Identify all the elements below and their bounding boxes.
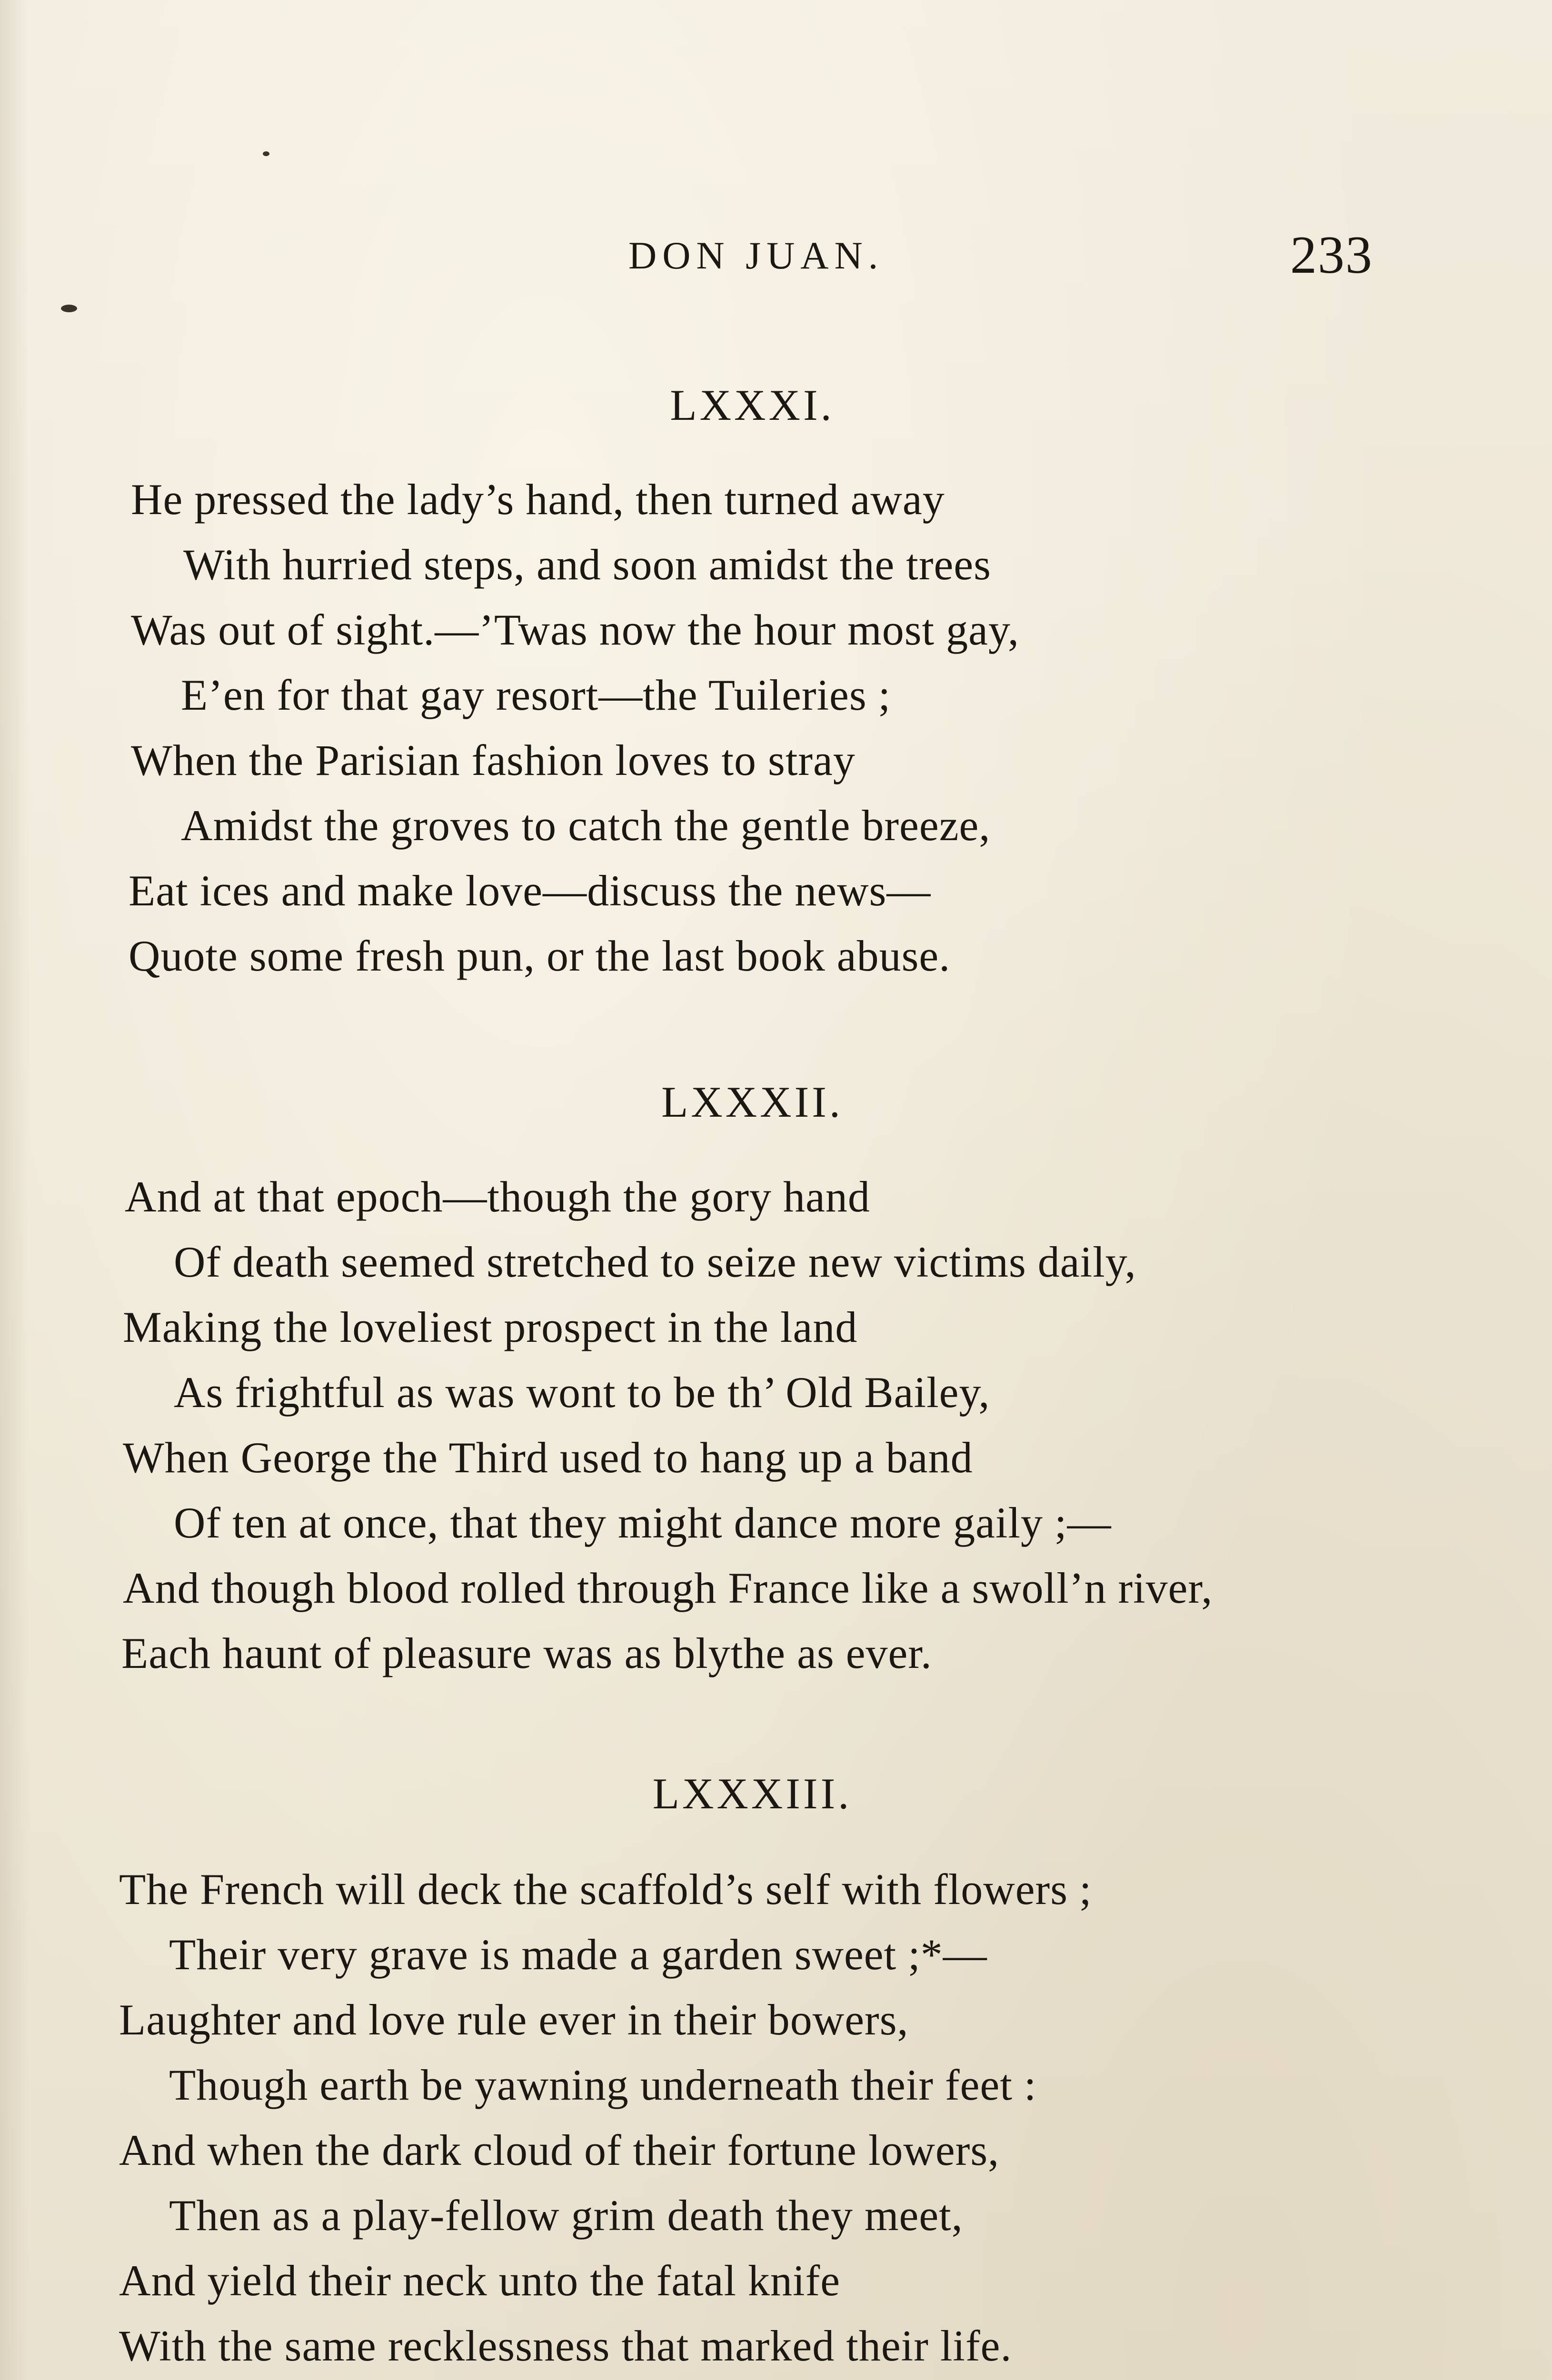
stanza-number: LXXXI. bbox=[670, 381, 835, 429]
verse-line: Though earth be yawning underneath their feet : bbox=[169, 2061, 1037, 2109]
verse-line: Eat ices and make love—discuss the news— bbox=[129, 866, 931, 915]
verse-line: Each haunt of pleasure was as blythe as ever. bbox=[121, 1629, 932, 1677]
verse-line: He pressed the lady’s hand, then turned away bbox=[131, 475, 945, 524]
page-header bbox=[0, 228, 1552, 295]
page-number: 233 bbox=[1290, 226, 1373, 285]
verse-line: Was out of sight.—’Twas now the hour most gay, bbox=[131, 605, 1019, 654]
ink-speck bbox=[61, 305, 77, 312]
verse-line: And yield their neck unto the fatal knife bbox=[119, 2256, 841, 2305]
verse-line: And at that epoch—though the gory hand bbox=[125, 1172, 870, 1221]
verse-line: Then as a play-fellow grim death they meet, bbox=[169, 2191, 963, 2240]
stanza-number: LXXXIII. bbox=[652, 1769, 852, 1818]
stanza-number: LXXXII. bbox=[661, 1078, 843, 1126]
running-title: DON JUAN. bbox=[628, 234, 884, 277]
page-edge-shadow bbox=[0, 0, 29, 2380]
verse-line: As frightful as was wont to be th’ Old Bailey, bbox=[174, 1368, 990, 1417]
verse-line: And when the dark cloud of their fortune lowers, bbox=[119, 2126, 1000, 2174]
ink-speck bbox=[263, 151, 269, 156]
verse-line: Of ten at once, that they might dance more gaily ;— bbox=[174, 1498, 1112, 1547]
verse-line: Making the loveliest prospect in the land bbox=[123, 1303, 858, 1351]
verse-line: With the same recklessness that marked their life. bbox=[119, 2321, 1012, 2370]
verse-line: When George the Third used to hang up a band bbox=[123, 1433, 973, 1482]
verse-line: Their very grave is made a garden sweet ;*— bbox=[169, 1930, 987, 1979]
verse-line: Amidst the groves to catch the gentle breeze, bbox=[181, 801, 991, 850]
verse-line: When the Parisian fashion loves to stray bbox=[131, 736, 856, 784]
verse-line: Quote some fresh pun, or the last book abuse. bbox=[129, 932, 951, 980]
verse-line: Laughter and love rule ever in their bowers, bbox=[119, 1995, 909, 2044]
verse-line: With hurried steps, and soon amidst the trees bbox=[183, 540, 991, 589]
verse-line: E’en for that gay resort—the Tuileries ; bbox=[181, 671, 891, 719]
verse-line: The French will deck the scaffold’s self with flowers ; bbox=[119, 1865, 1092, 1914]
verse-line: And though blood rolled through France like a swoll’n river, bbox=[123, 1564, 1213, 1612]
verse-line: Of death seemed stretched to seize new victims daily, bbox=[174, 1238, 1136, 1286]
